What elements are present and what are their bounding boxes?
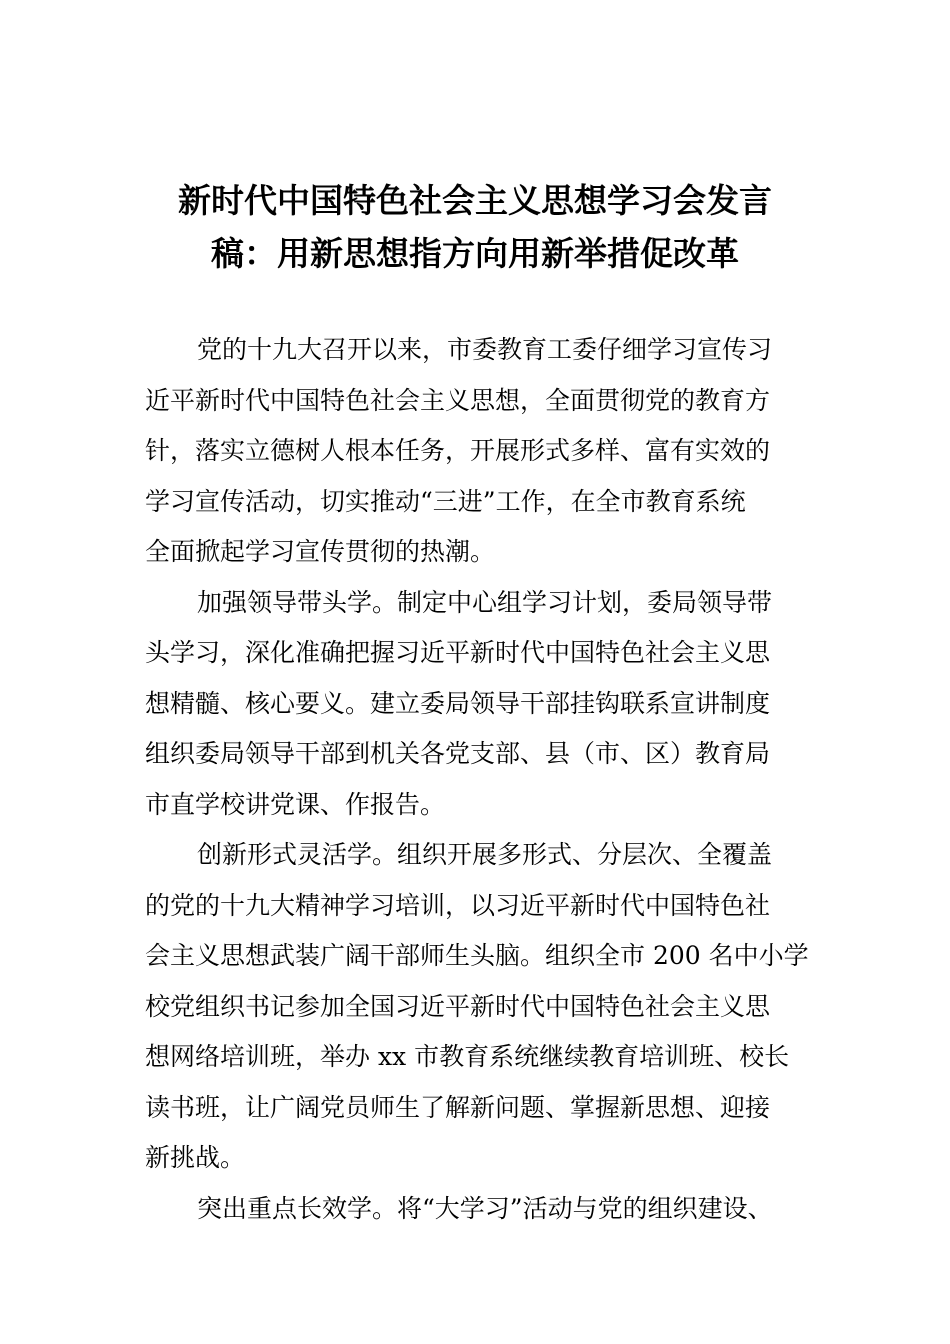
paragraph-line: 市直学校讲党课、作报告。 bbox=[145, 789, 446, 819]
paragraph-line: 创新形式灵活学。组织开展多形式、分层次、全覆盖 bbox=[197, 840, 773, 869]
paragraph bbox=[145, 830, 825, 1184]
paragraph-line: 想精髓、核心要义。建立委局领导干部挂钩联系宣讲制度 bbox=[145, 688, 771, 718]
paragraph-line: 头学习，深化准确把握习近平新时代中国特色社会主义思 bbox=[145, 638, 771, 667]
paragraph-line: 组织委局领导干部到机关各党支部、县（市、区）教育局 bbox=[145, 739, 771, 768]
paragraph-line: 读书班，让广阔党员师生了解新问题、掌握新思想、迎接 bbox=[145, 1092, 771, 1122]
paragraph-line: 针，落实立德树人根本任务，开展形式多样、富有实效的 bbox=[145, 436, 771, 465]
paragraph-line: 全面掀起学习宣传贯彻的热潮。 bbox=[145, 537, 496, 566]
paragraph-line: 加强领导带头学。制定中心组学习计划，委局领导带 bbox=[197, 587, 773, 617]
paragraph bbox=[145, 325, 825, 578]
paragraph-line: 想网络培训班，举办 xx 市教育系统继续教育培训班、校长 bbox=[145, 1042, 790, 1071]
paragraph-line: 的党的十九大精神学习培训，以习近平新时代中国特色社 bbox=[145, 890, 771, 920]
document-body bbox=[145, 325, 825, 1234]
paragraph-line: 校党组织书记参加全国习近平新时代中国特色社会主义思 bbox=[145, 991, 771, 1021]
paragraph bbox=[145, 578, 825, 831]
title-line: 稿：用新思想指方向用新举措促改革 bbox=[211, 234, 739, 273]
paragraph-line: 学习宣传活动，切实推动“三进”工作，在全市教育系统 bbox=[145, 486, 746, 516]
document-title bbox=[140, 174, 810, 280]
paragraph-line: 新挑战。 bbox=[145, 1143, 246, 1172]
paragraph-line: 近平新时代中国特色社会主义思想，全面贯彻党的教育方 bbox=[145, 385, 771, 415]
paragraph-line: 会主义思想武装广阔干部师生头脑。组织全市 200 名中小学 bbox=[145, 941, 809, 970]
paragraph-line: 突出重点长效学。将“大学习”活动与党的组织建设、 bbox=[197, 1193, 773, 1223]
paragraph-line: 党的十九大召开以来，市委教育工委仔细学习宣传习 bbox=[197, 335, 773, 364]
paragraph bbox=[145, 1184, 825, 1235]
title-line: 新时代中国特色社会主义思想学习会发言 bbox=[178, 181, 772, 220]
